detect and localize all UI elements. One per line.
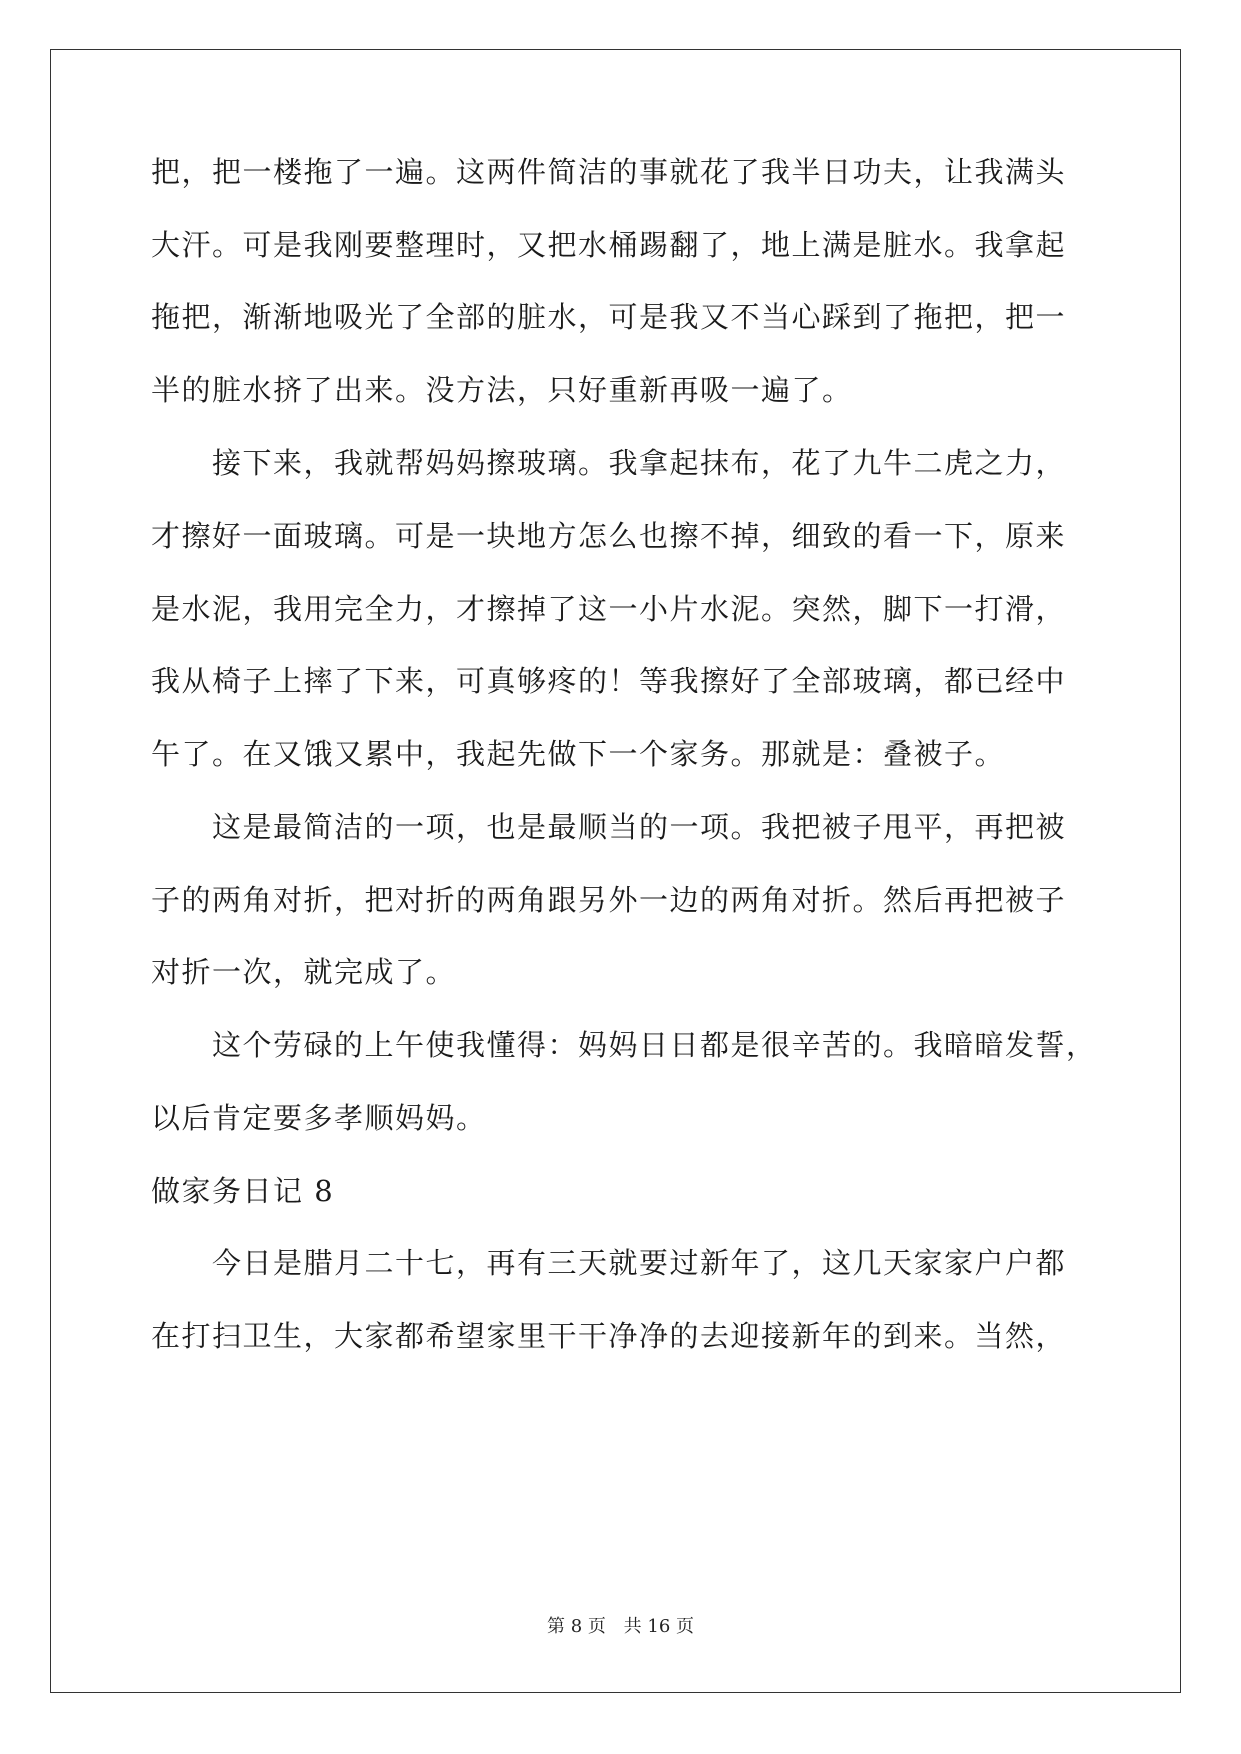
paragraph-line: 这个劳碌的上午使我懂得：妈妈日日都是很辛苦的。我暗暗发誓， <box>212 1028 1097 1062</box>
paragraph-line: 我从椅子上摔了下来，可真够疼的！等我擦好了全部玻璃，都已经中 <box>151 664 1067 698</box>
paragraph-line: 对折一次，就完成了。 <box>151 955 457 989</box>
paragraph-line: 以后肯定要多孝顺妈妈。 <box>151 1101 487 1135</box>
paragraph-line: 今日是腊月二十七，再有三天就要过新年了，这几天家家户户都 <box>212 1246 1067 1280</box>
paragraph-line: 午了。在又饿又累中，我起先做下一个家务。那就是：叠被子。 <box>151 737 1006 771</box>
paragraph-line: 拖把，渐渐地吸光了全部的脏水，可是我又不当心踩到了拖把，把一 <box>151 300 1067 334</box>
paragraph-line: 才擦好一面玻璃。可是一块地方怎么也擦不掉，细致的看一下，原来 <box>151 519 1067 553</box>
page-number: 第 8 页 <box>547 1616 606 1637</box>
page-total: 共 16 页 <box>623 1616 694 1637</box>
section-heading: 做家务日记 8 <box>151 1174 335 1208</box>
paragraph-line: 这是最简洁的一项，也是最顺当的一项。我把被子甩平，再把被 <box>212 810 1067 844</box>
paragraph-line: 是水泥，我用完全力，才擦掉了这一小片水泥。突然，脚下一打滑， <box>151 592 1067 626</box>
paragraph-line: 接下来，我就帮妈妈擦玻璃。我拿起抹布，花了九牛二虎之力， <box>212 446 1067 480</box>
paragraph-line: 在打扫卫生，大家都希望家里干干净净的去迎接新年的到来。当然， <box>151 1319 1067 1353</box>
paragraph-line: 大汗。可是我刚要整理时，又把水桶踢翻了，地上满是脏水。我拿起 <box>151 228 1067 262</box>
paragraph-line: 半的脏水挤了出来。没方法，只好重新再吸一遍了。 <box>151 373 853 407</box>
paragraph-line: 把，把一楼拖了一遍。这两件简洁的事就花了我半日功夫，让我满头 <box>151 155 1067 189</box>
paragraph-line: 子的两角对折，把对折的两角跟另外一边的两角对折。然后再把被子 <box>151 883 1067 917</box>
page-footer <box>0 1615 1241 1639</box>
page-border <box>50 49 1181 1693</box>
